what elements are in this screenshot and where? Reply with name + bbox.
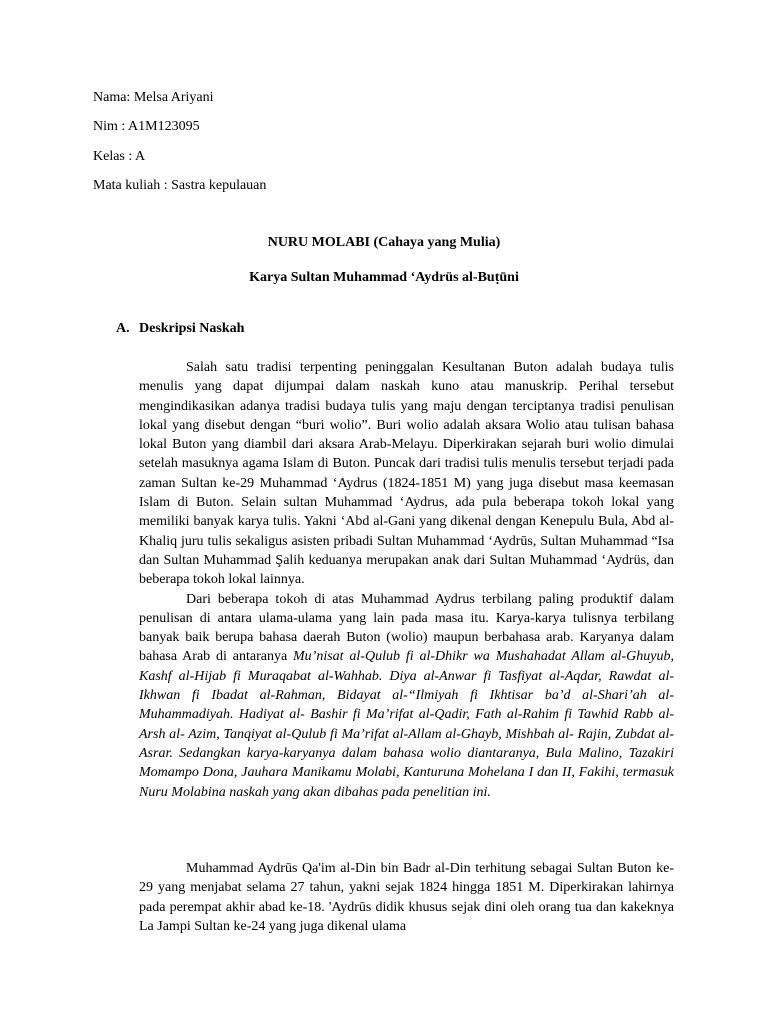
paragraph-2-text: Dari beberapa tokoh di atas Muhammad Aydrus terbilang paling produktif dalam penulisan di antara ulama-ulama yang lain pada masa itu. Karya-karya tulisnya terbilang banyak baik berupa bahasa daerah Buton (wolio) maupun berbahasa arab. Karyanya dalam bahasa Arab di antaranya <box>139 591 674 665</box>
section-number: A. <box>116 321 130 336</box>
document-title: NURU MOLABI (Cahaya yang Mulia) <box>267 235 501 250</box>
body-text-continued <box>139 859 674 936</box>
paragraph-3: Muhammad Aydrūs Qa'im al-Din bin Badr al-Din terhitung sebagai Sultan Buton ke-29 yang menjabat selama 27 tahun, yakni sejak 1824 hingga 1851 M. Diperkirakan lahirnya pada perempat akhir abad ke-18. 'Aydrūs didik khusus sejak dini oleh orang tua dan kakeknya La Jampi Sultan ke-24 yang juga dikenal ulama <box>139 861 674 934</box>
paragraph-2 <box>139 590 674 802</box>
section-label: Deskripsi Naskah <box>139 321 245 336</box>
document-subtitle: Karya Sultan Muhammad ‘Aydrüs al-Buṭūni <box>249 270 519 285</box>
paragraph-2-italic-text: Mu’nisat al-Qulub fi al-Dhikr wa Mushahadat Allam al-Ghuyub, Kashf al-Hijab fi Muraqabat al-Wahhab. Diya al-Anwar fi Tasfiyat al-Aqdar, Rawdat al-Ikhwan fi Ibadat al-Rahman, Bidayat al-“Ilmiyah fi Ikhtisar ba’d al-Shari’ah al-Muhammadiyah. Hadiyat al- Bashir fi Ma’rifat al-Qadir, Fath al-Rahim fi Tawhid Rabb al-Arsh al- Azim, Tanqiyat al-Qulub fi Ma’rifat al-Allam al-Ghayb, Mishbah al- Rajin, Zubdat al-Asrar. Sedangkan karya-karyanya dalam bahasa wolio diantaranya, Bula Malino, Tazakiri Momampo Dona, Jauhara Manikamu Molabi, Kanturuna Mohelana I dan II, Fakihi, termasuk Nuru Molabina naskah yang akan dibahas pada penelitian ini. <box>139 649 674 800</box>
course-name: Mata kuliah : Sastra kepulauan <box>93 177 267 193</box>
student-name: Nama: Melsa Ariyani <box>93 90 214 105</box>
student-class: Kelas : A <box>93 148 146 164</box>
student-info <box>93 88 266 205</box>
student-nim: Nim : A1M123095 <box>93 119 200 135</box>
body-text <box>139 358 674 802</box>
document-title-block <box>0 233 768 303</box>
section-heading <box>116 319 244 338</box>
paragraph-1: Salah satu tradisi terpenting peninggalan Kesultanan Buton adalah budaya tulis menulis yang dapat dijumpai dalam naskah kuno atau manuskrip. Perihal tersebut mengindikasikan adanya tradisi budaya tulis yang maju dengan terciptanya tradisi penulisan lokal yang disebut dengan “buri wolio”. Buri wolio adalah aksara Wolio atau tulisan bahasa lokal Buton yang diambil dari aksara Arab-Melayu. Diperkirakan sejarah buri wolio dimulai setelah masuknya agama Islam di Buton. Puncak dari tradisi tulis menulis tersebut terjadi pada zaman Sultan ke-29 Muhammad ‘Aydrus (1824-1851 M) yang juga disebut masa keemasan Islam di Buton. Selain sultan Muhammad ‘Aydrus, ada pula beberapa tokoh lokal yang memiliki banyak karya tulis. Yakni ‘Abd al-Gani yang dikenal dengan Kenepulu Bula, Abd al-Khaliq juru tulis sekaligus asisten pribadi Sultan Muhammad ‘Aydrūs, Sultan Muhammad “Isa dan Sultan Muhammad Şalih keduanya merupakan anak dari Sultan Muhammad ‘Aydrüs, dan beberapa tokoh lokal lainnya. <box>139 360 674 588</box>
